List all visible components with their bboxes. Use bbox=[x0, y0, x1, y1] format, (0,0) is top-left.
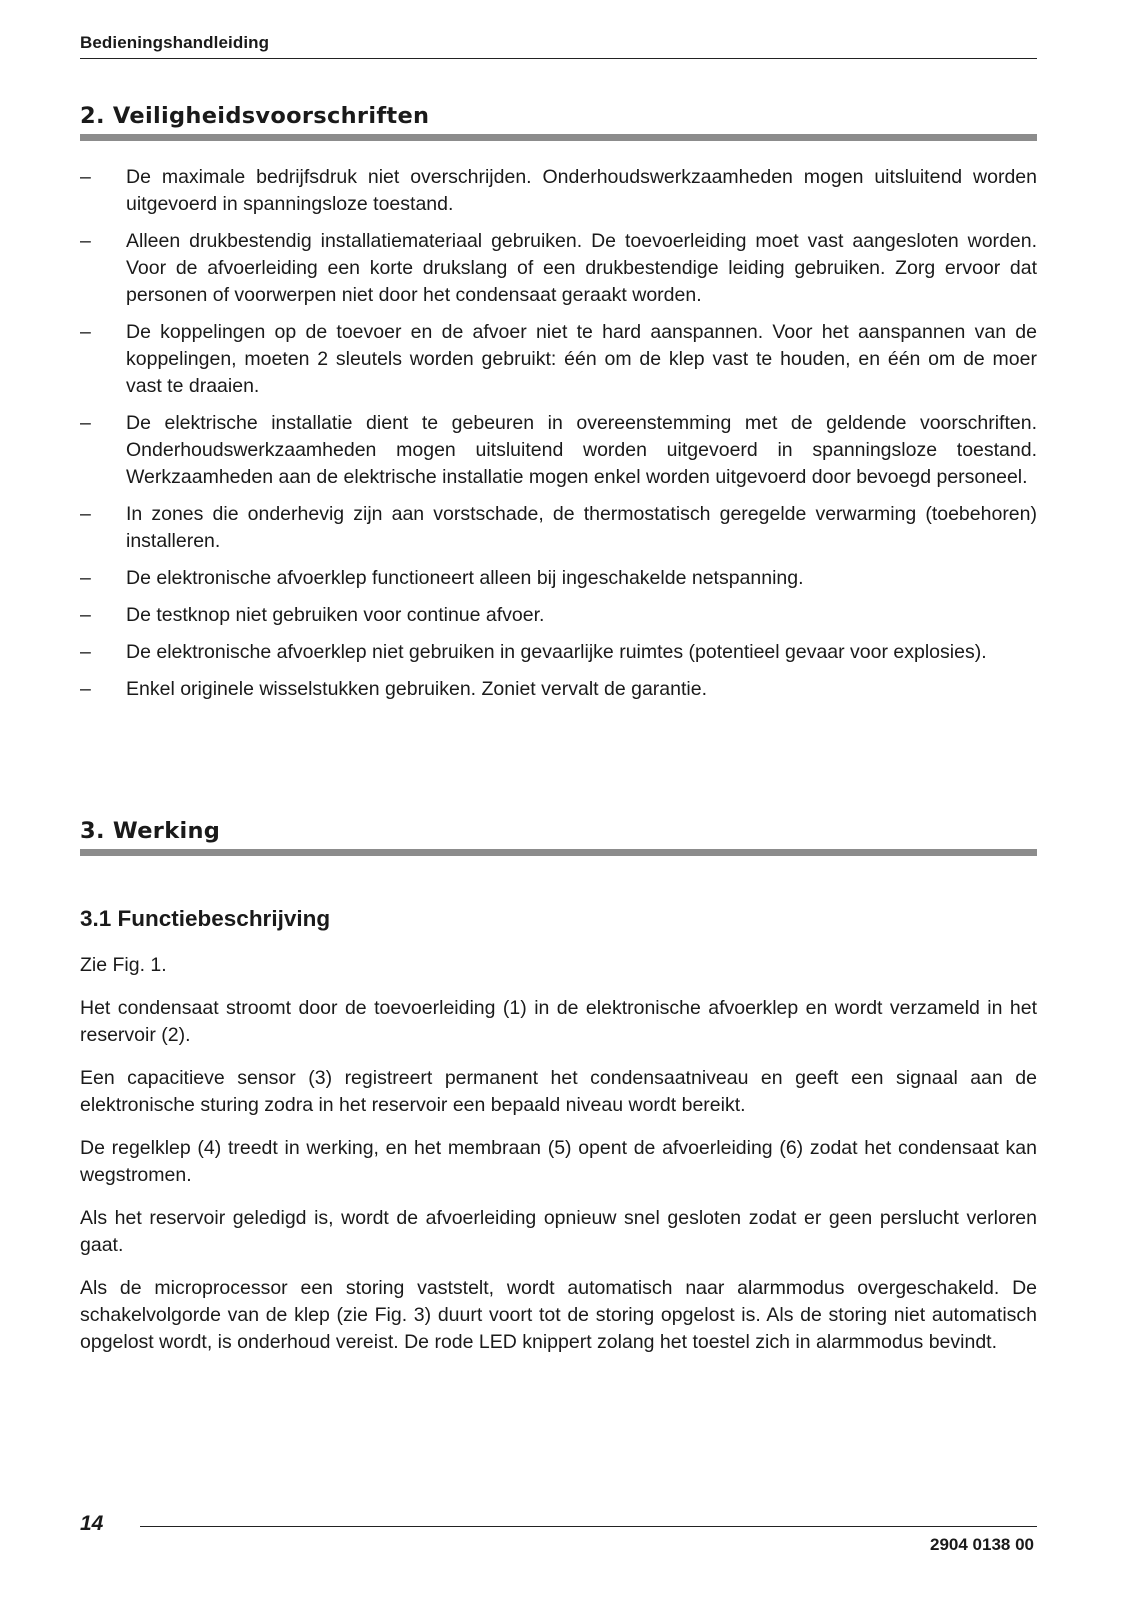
safety-instructions-list bbox=[80, 164, 1037, 713]
bullet-dash: – bbox=[80, 412, 91, 434]
list-item-text: De maximale bedrijfsdruk niet overschrijden. Onderhoudswerkzaamheden mogen uitsluitend worden uitgevoerd in spanningsloze toestand. bbox=[126, 166, 1037, 215]
document-code: 2904 0138 00 bbox=[930, 1535, 1034, 1554]
paragraph: Het condensaat stroomt door de toevoerleiding (1) in de elektronische afvoerklep en wordt verzameld in het reservoir (2). bbox=[80, 997, 1037, 1046]
list-item bbox=[80, 676, 1037, 703]
list-item-text: De koppelingen op de toevoer en de afvoer niet te hard aanspannen. Voor het aanspannen van de koppelingen, moeten 2 sleutels worden gebruikt: één om de klep vast te houden, en één om de moer vast te draaien. bbox=[126, 321, 1037, 397]
paragraph: Zie Fig. 1. bbox=[80, 954, 167, 976]
list-item-text: Alleen drukbestendig installatiemateriaal gebruiken. De toevoerleiding moet vast aangesloten worden. Voor de afvoerleiding een korte drukslang of een drukbestendige leiding gebruiken. Zorg ervoor dat personen of voorwerpen niet door het condensaat geraakt worden. bbox=[126, 230, 1037, 306]
bullet-dash: – bbox=[80, 166, 91, 188]
running-header: Bedieningshandleiding bbox=[80, 33, 270, 52]
paragraph: De regelklep (4) treedt in werking, en het membraan (5) opent de afvoerleiding (6) zodat het condensaat kan wegstromen. bbox=[80, 1137, 1037, 1186]
list-item bbox=[80, 602, 1037, 629]
bullet-dash: – bbox=[80, 503, 91, 525]
bullet-dash: – bbox=[80, 604, 91, 626]
list-item-text: De elektronische afvoerklep niet gebruiken in gevaarlijke ruimtes (potentieel gevaar voor explosies). bbox=[126, 641, 987, 663]
header-divider bbox=[80, 58, 1037, 59]
section-3-title: 3. Werking bbox=[80, 818, 221, 844]
paragraph: Een capacitieve sensor (3) registreert permanent het condensaatniveau en geeft een signaal aan de elektronische sturing zodra in het reservoir een bepaald niveau wordt bereikt. bbox=[80, 1067, 1037, 1116]
paragraph: Als het reservoir geledigd is, wordt de afvoerleiding opnieuw snel gesloten zodat er geen perslucht verloren gaat. bbox=[80, 1207, 1037, 1256]
paragraph: Als de microprocessor een storing vaststelt, wordt automatisch naar alarmmodus overgeschakeld. De schakelvolgorde van de klep (zie Fig. 3) duurt voort tot de storing opgelost is. Als de storing niet automatisch opgelost wordt, is onderhoud vereist. De rode LED knippert zolang het toestel zich in alarmmodus bevindt. bbox=[80, 1277, 1037, 1353]
list-item bbox=[80, 501, 1037, 555]
bullet-dash: – bbox=[80, 567, 91, 589]
bullet-dash: – bbox=[80, 230, 91, 252]
page-number: 14 bbox=[80, 1512, 104, 1535]
list-item bbox=[80, 319, 1037, 400]
list-item bbox=[80, 228, 1037, 309]
section-2-title: 2. Veiligheidsvoorschriften bbox=[80, 103, 430, 129]
list-item bbox=[80, 639, 1037, 666]
section-2-rule bbox=[80, 134, 1037, 141]
bullet-dash: – bbox=[80, 678, 91, 700]
subsection-3-1-title: 3.1 Functiebeschrijving bbox=[80, 906, 331, 931]
section-3-rule bbox=[80, 849, 1037, 856]
list-item-text: In zones die onderhevig zijn aan vorstschade, de thermostatisch geregelde verwarming (toebehoren) installeren. bbox=[126, 503, 1037, 552]
list-item-text: De elektrische installatie dient te gebeuren in overeenstemming met de geldende voorschriften. Onderhoudswerkzaamheden mogen uitsluitend worden uitgevoerd in spanningsloze toestand. Werkzaamheden aan de elektrische installatie mogen enkel worden uitgevoerd door bevoegd personeel. bbox=[126, 412, 1037, 488]
list-item bbox=[80, 410, 1037, 491]
bullet-dash: – bbox=[80, 321, 91, 343]
function-description bbox=[80, 952, 1037, 1372]
bullet-dash: – bbox=[80, 641, 91, 663]
list-item bbox=[80, 164, 1037, 218]
list-item bbox=[80, 565, 1037, 592]
footer-divider bbox=[140, 1526, 1037, 1527]
list-item-text: Enkel originele wisselstukken gebruiken. Zoniet vervalt de garantie. bbox=[126, 678, 707, 700]
list-item-text: De testknop niet gebruiken voor continue afvoer. bbox=[126, 604, 545, 626]
list-item-text: De elektronische afvoerklep functioneert alleen bij ingeschakelde netspanning. bbox=[126, 567, 804, 589]
